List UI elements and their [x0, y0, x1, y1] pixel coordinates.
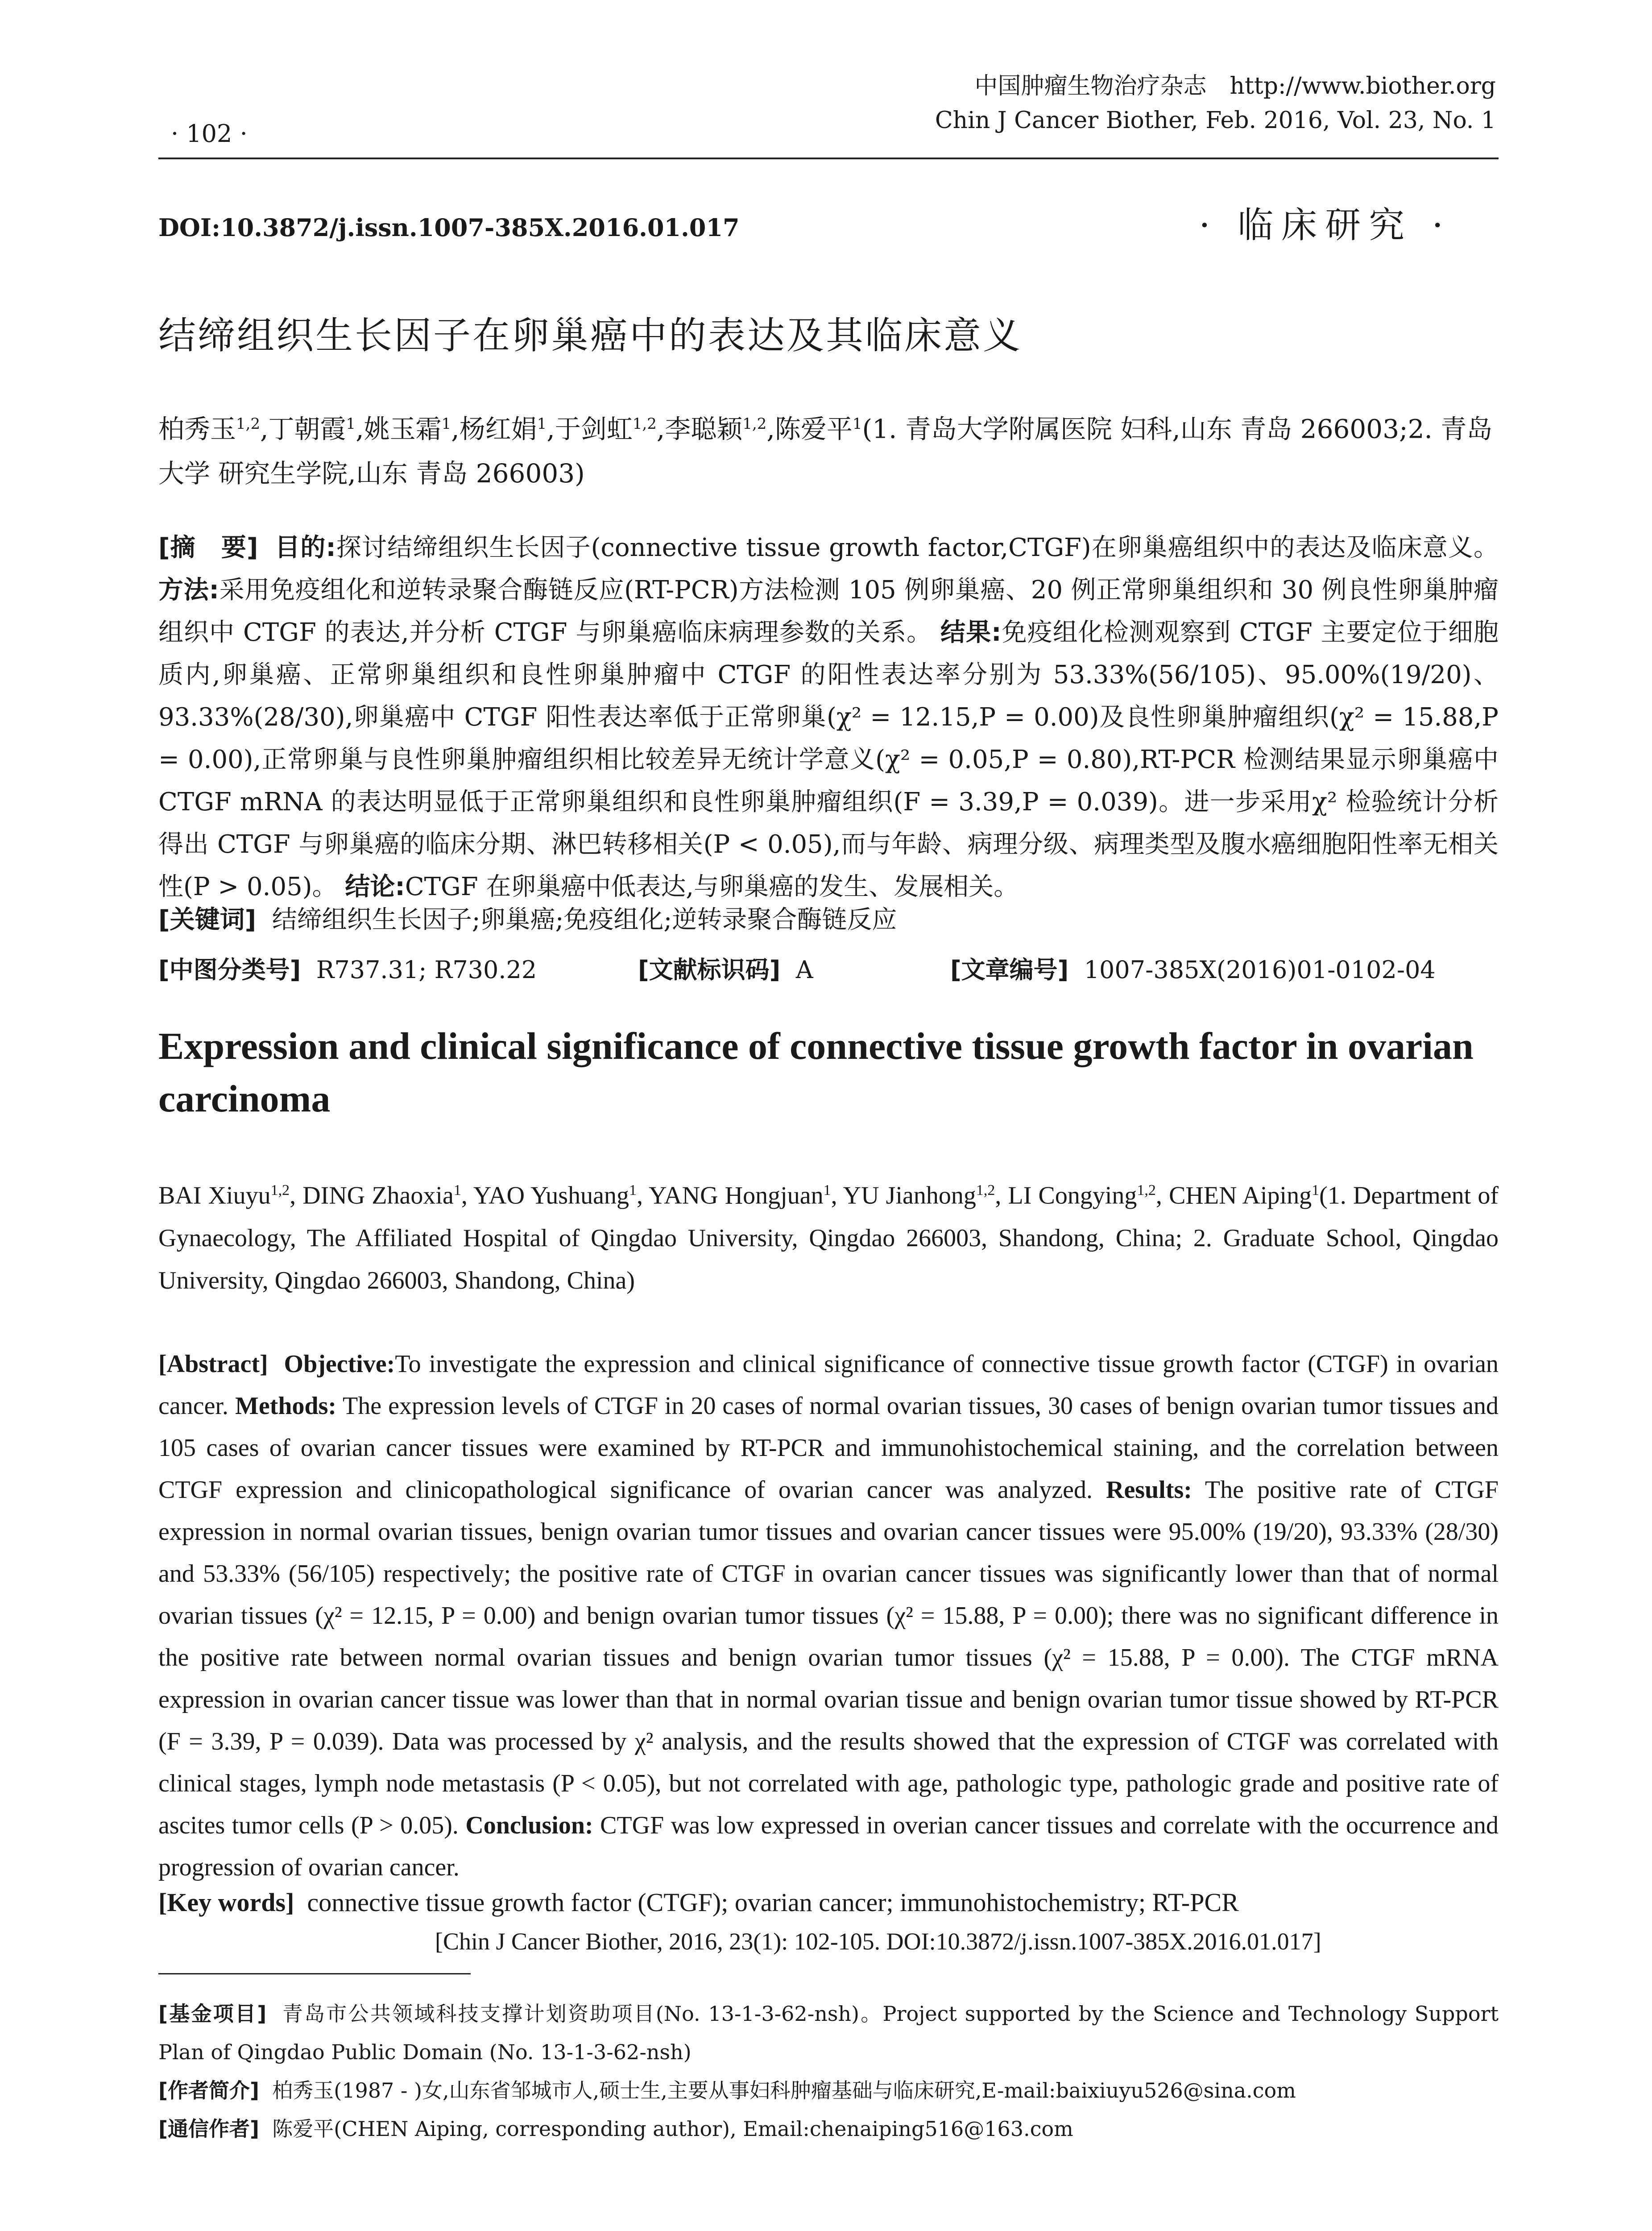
author-cn: 丁朝霞 [268, 414, 346, 444]
author-en: YAO Yushuang [473, 1182, 629, 1210]
results-cn: 免疫组化检测观察到 CTGF 主要定位于细胞质内,卵巢癌、正常卵巢组织和良性卵巢肿瘤中 CTGF 的阳性表达率分别为 53.33%(56/105)、95.00%(19/20)、93.33%(28/30),卵巢癌中 CTGF 阳性表达率低于正常卵巢(χ² = 12.15,P = 0.00)及良性卵巢肿瘤组织(χ² = 15.88,P = 0.00),正常卵巢与良性卵巢肿瘤组织相比较差异无统计学意义(χ² = 0.05,P = 0.80),RT-PCR 检测结果显示卵巢癌中 CTGF mRNA 的表达明显低于正常卵巢组织和良性卵巢肿瘤组织(F = 3.39,P = 0.039)。进一步采用χ² 检验统计分析得出 CTGF 与卵巢癌的临床分期、淋巴转移相关(P < 0.05),而与年龄、病理分级、病理类型及腹水癌细胞阳性率无相关性(P > 0.05)。 [158, 618, 1499, 901]
author-note [158, 2071, 1499, 2110]
author-aff: 1 [1312, 1182, 1320, 1198]
fund-label: [基金项目] [158, 2002, 267, 2026]
objective-en: To investigate the expression and clinical significance of connective tissue growth factor (CTGF) in ovarian cancer. [158, 1350, 1499, 1420]
conclusion-cn: CTGF 在卵巢癌中低表达,与卵巢癌的发生、发展相关。 [405, 872, 1019, 901]
keywords-en [158, 1887, 1499, 1917]
author-cn: 杨红娟 [459, 414, 537, 444]
author-aff: 1 [537, 415, 547, 433]
author-cn: 柏秀玉 [158, 414, 236, 444]
author-aff: 1,2 [270, 1182, 290, 1198]
author-aff: 1,2 [976, 1182, 995, 1198]
author-note-text: 柏秀玉(1987 - )女,山东省邹城市人,硕士生,主要从事妇科肿瘤基础与临床研究,E-mail:baixiuyu526@sina.com [272, 2078, 1296, 2102]
abstract-label-cn: [摘 要] [158, 533, 258, 562]
conclusion-label-cn: 结论: [345, 872, 405, 901]
results-label-en: Results: [1106, 1476, 1192, 1504]
article-no-value: 1007-385X(2016)01-0102-04 [1084, 956, 1436, 984]
affiliations-cn: (1. 青岛大学附属医院 妇科,山东 青岛 266003;2. 青岛大学 研究生学院,山东 青岛 266003) [158, 414, 1493, 489]
author-en: BAI Xiuyu [158, 1182, 271, 1210]
corresponding-text: 陈爱平(CHEN Aiping, corresponding author), Email:chenaiping516@163.com [272, 2117, 1073, 2141]
methods-label-cn: 方法: [158, 576, 219, 605]
clc-label: [中图分类号] [158, 956, 301, 984]
author-aff: 1 [346, 415, 356, 433]
author-aff: 1 [823, 1182, 831, 1198]
author-en: LI Congying [1008, 1182, 1137, 1210]
author-note-label: [作者简介] [158, 2078, 260, 2102]
author-aff: 1 [852, 415, 862, 433]
author-en: YU Jianhong [843, 1182, 976, 1210]
header-rule [158, 158, 1499, 159]
doc-code-value: A [795, 956, 813, 984]
title-cn: 结缔组织生长因子在卵巢癌中的表达及其临床意义 [158, 314, 1023, 357]
citation: [Chin J Cancer Biother, 2016, 23(1): 102-105. DOI:10.3872/j.issn.1007-385X.2016.01.017] [435, 1928, 1321, 1955]
journal-header-cn: 中国肿瘤生物治疗杂志 http://www.biother.org [974, 73, 1496, 100]
abstract-cn [158, 527, 1499, 908]
abstract-en [158, 1343, 1499, 1888]
article-no-label: [文章编号] [950, 956, 1069, 984]
doi: DOI:10.3872/j.issn.1007-385X.2016.01.017 [158, 213, 740, 242]
keywords-text-cn: 结缔组织生长因子;卵巢癌;免疫组化;逆转录聚合酶链反应 [272, 905, 897, 934]
methods-label-en: Methods: [235, 1392, 337, 1420]
objective-label-cn: 目的: [275, 533, 336, 562]
author-aff: 1,2 [1137, 1182, 1156, 1198]
objective-cn: 探讨结缔组织生长因子(connective tissue growth factor,CTGF)在卵巢癌组织中的表达及临床意义。 [335, 533, 1499, 562]
corresponding-label: [通信作者] [158, 2117, 260, 2141]
author-aff: 1,2 [236, 415, 261, 433]
methods-cn: 采用免疫组化和逆转录聚合酶链反应(RT-PCR)方法检测 105 例卵巢癌、20 例正常卵巢组织和 30 例良性卵巢肿瘤组织中 CTGF 的表达,并分析 CTGF 与卵巢癌临床病理参数的关系。 [158, 576, 1499, 647]
affiliations-en: (1. Department of Gynaecology, The Affiliated Hospital of Qingdao University, Qingdao 266003, Shandong, China; 2. Graduate School, Qingdao University, Qingdao 266003, Shandong, China) [158, 1182, 1499, 1294]
doc-code-label: [文献标识码] [638, 956, 781, 984]
objective-label-en: Objective: [284, 1350, 395, 1378]
conclusion-label-en: Conclusion: [465, 1812, 593, 1839]
author-aff: 1 [453, 1182, 461, 1198]
keywords-cn [158, 900, 1499, 936]
conclusion-en: CTGF was low expressed in overian cancer tissues and correlate with the occurrence and progression of ovarian cancer. [158, 1812, 1499, 1881]
title-en: Expression and clinical significance of connective tissue growth factor in ovarian carcinoma [158, 1024, 1474, 1120]
footnotes [158, 1995, 1499, 2148]
column-label: · 临床研究 · [1199, 204, 1451, 246]
author-aff: 1 [629, 1182, 637, 1198]
author-aff: 1,2 [742, 415, 767, 433]
clc-value: R737.31; R730.22 [316, 956, 537, 984]
fund-note [158, 1995, 1499, 2071]
footnote-rule [158, 1973, 471, 1974]
corresponding-note [158, 2110, 1499, 2148]
author-en: CHEN Aiping [1169, 1182, 1312, 1210]
clc-cell [158, 951, 537, 985]
results-en: The positive rate of CTGF expression in normal ovarian tissues, benign ovarian tumor tissues and ovarian cancer tissues were 95.00% (19/20), 93.33% (28/30) and 53.33% (56/105) respectively; the positive rate of CTGF in ovarian cancer tissues was significantly lower than that of normal ovarian tissues (χ² = 12.15, P = 0.00) and benign ovarian tumor tissues (χ² = 15.88, P = 0.00); there was no significant difference in the positive rate between normal ovarian tissues and benign ovarian tumor tissues (χ² = 15.88, P = 0.00). The CTGF mRNA expression in ovarian cancer tissue was lower than that in normal ovarian tissue and benign ovarian tumor tissue showed by RT-PCR (F = 3.39, P = 0.039). Data was processed by χ² analysis, and the results showed that the expression of CTGF was correlated with clinical stages, lymph node metastasis (P < 0.05), but not correlated with age, pathologic type, pathologic grade and positive rate of ascites tumor cells (P > 0.05). [158, 1476, 1499, 1839]
page-number: · 102 · [171, 120, 248, 148]
doc-code-cell [638, 951, 813, 985]
author-cn: 陈爱平 [774, 414, 853, 444]
article-no-cell [950, 951, 1436, 985]
author-en: DING Zhaoxia [302, 1182, 454, 1210]
keywords-text-en: connective tissue growth factor (CTGF); ovarian cancer; immunohistochemistry; RT-PCR [307, 1888, 1239, 1917]
author-cn: 姚玉霜 [364, 414, 442, 444]
authors-cn: 柏秀玉$^{1,2}$,丁朝霞$^1$,姚玉霜$^1$,杨红娟$^1$,于剑虹$^{1,2}$,李聪颖$^{1,2}$,陈爱平$^1$(1. 青岛大学附属医院 妇科,山东 青岛 266003;2. 青岛大学 研究生学院,山东 青岛 266003) [158, 414, 1493, 489]
authors-en: BAI Xiuyu$^{1,2}$, DING Zhaoxia$^1$, YAO Yushuang$^1$, YANG Hongjuan$^1$, YU Jianhong$^{1,2}$, LI Congying$^{1,2}$, CHEN Aiping$^1$(1. Department of Gynaecology, The Affiliated Hospital of Qingdao University, Qingdao 266003, Shandong, China; 2. Graduate School, Qingdao University, Qingdao 266003, Shandong, China) [158, 1182, 1499, 1294]
journal-header-en: Chin J Cancer Biother, Feb. 2016, Vol. 23, No. 1 [935, 107, 1496, 134]
results-label-cn: 结果: [940, 618, 1002, 647]
author-aff: 1,2 [632, 415, 657, 433]
methods-en: The expression levels of CTGF in 20 cases of normal ovarian tissues, 30 cases of benign ovarian tumor tissues and 105 cases of ovarian cancer tissues were examined by RT-PCR and immunohistochemical staining, and the correlation between CTGF expression and clinicopathological significance of ovarian cancer was analyzed. [158, 1392, 1499, 1504]
abstract-label-en: [Abstract] [158, 1350, 268, 1378]
keywords-label-cn: [关键词] [158, 905, 257, 934]
author-en: YANG Hongjuan [649, 1182, 824, 1210]
author-cn: 李聪颖 [665, 414, 743, 444]
keywords-label-en: [Key words] [158, 1888, 294, 1917]
author-aff: 1 [441, 415, 451, 433]
author-cn: 于剑虹 [555, 414, 633, 444]
fund-text: 青岛市公共领域科技支撑计划资助项目(No. 13-1-3-62-nsh)。Project supported by the Science and Technology Support Plan of Qingdao Public Domain (No. 13-1-3-62-nsh) [158, 2002, 1499, 2064]
